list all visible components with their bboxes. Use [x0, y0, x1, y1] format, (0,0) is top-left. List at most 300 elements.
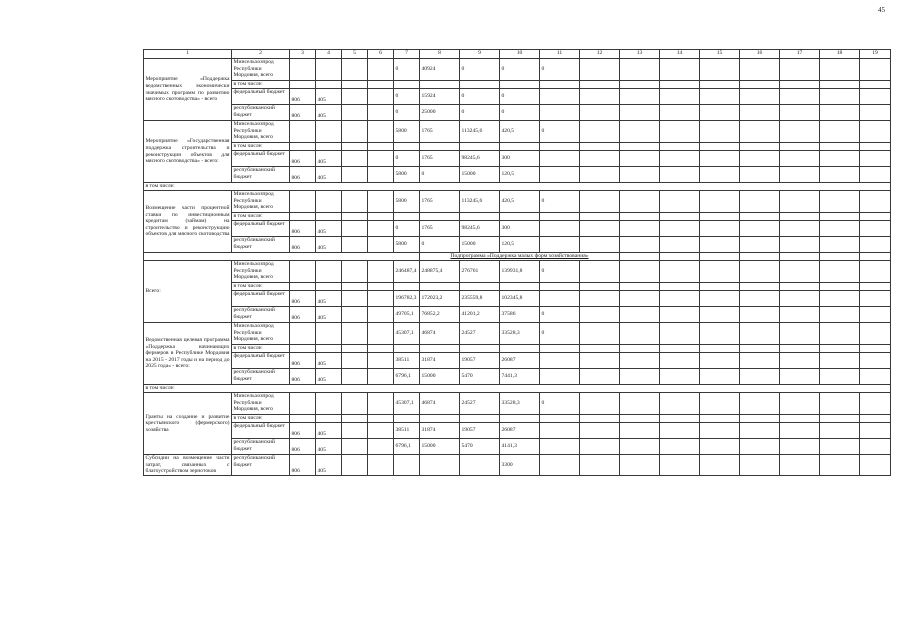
code-cell: 405	[316, 105, 342, 121]
code-cell	[316, 121, 342, 143]
empty-cell	[740, 369, 780, 385]
code-cell	[316, 393, 342, 415]
empty-cell	[580, 369, 620, 385]
empty-cell	[580, 393, 620, 415]
value-cell	[420, 455, 460, 476]
empty-cell	[700, 221, 740, 237]
value-cell: 0	[540, 323, 580, 345]
empty-cell	[368, 151, 394, 167]
value-cell	[500, 345, 540, 353]
value-cell	[420, 213, 460, 221]
empty-cell	[820, 439, 860, 455]
empty-cell	[660, 291, 700, 307]
table-row	[144, 393, 891, 415]
empty-cell	[820, 213, 860, 221]
empty-cell	[580, 415, 620, 423]
value-cell	[394, 283, 420, 291]
page-number: 45	[878, 6, 885, 14]
value-cell	[540, 151, 580, 167]
empty-cell	[580, 167, 620, 183]
empty-cell	[700, 455, 740, 476]
value-cell	[460, 213, 500, 221]
empty-cell	[740, 59, 780, 81]
empty-cell	[820, 415, 860, 423]
empty-cell	[620, 89, 660, 105]
header-cell: 11	[540, 50, 580, 59]
value-cell	[540, 81, 580, 89]
funding-source: федеральный бюджет	[232, 353, 290, 369]
value-cell: 24527	[460, 323, 500, 345]
empty-cell	[580, 121, 620, 143]
empty-cell	[368, 81, 394, 89]
empty-cell	[342, 261, 368, 283]
value-cell: 0	[540, 59, 580, 81]
value-cell	[540, 105, 580, 121]
value-cell: 0	[540, 121, 580, 143]
code-cell	[316, 345, 342, 353]
value-cell	[540, 89, 580, 105]
empty-cell	[740, 291, 780, 307]
code-cell: 806	[290, 291, 316, 307]
table-row	[144, 323, 891, 345]
empty-cell	[820, 191, 860, 213]
header-cell: 12	[580, 50, 620, 59]
code-cell: 405	[316, 237, 342, 253]
empty-cell	[860, 369, 891, 385]
value-cell	[394, 345, 420, 353]
table-row	[144, 143, 891, 151]
empty-cell	[368, 261, 394, 283]
funding-source: Минсельхозпрод Республики Мордовия, всего	[232, 59, 290, 81]
value-cell: 5800	[394, 191, 420, 213]
empty-cell	[368, 439, 394, 455]
table-row	[144, 213, 891, 221]
code-cell: 405	[316, 439, 342, 455]
empty-cell	[700, 81, 740, 89]
empty-cell	[860, 221, 891, 237]
empty-cell	[860, 191, 891, 213]
empty-cell	[740, 283, 780, 291]
table-row	[144, 307, 891, 323]
value-cell: 1765	[420, 221, 460, 237]
empty-cell	[740, 307, 780, 323]
header-cell: 16	[740, 50, 780, 59]
empty-cell	[620, 59, 660, 81]
empty-cell	[342, 369, 368, 385]
empty-cell	[660, 415, 700, 423]
value-cell	[394, 415, 420, 423]
empty-cell	[342, 59, 368, 81]
value-cell: 0	[394, 105, 420, 121]
empty-cell	[368, 221, 394, 237]
empty-cell	[860, 415, 891, 423]
empty-cell	[580, 89, 620, 105]
header-cell: 2	[232, 50, 290, 59]
measure-label: Всего:	[144, 261, 232, 323]
code-cell	[290, 59, 316, 81]
empty-cell	[342, 191, 368, 213]
empty-cell	[342, 143, 368, 151]
value-cell	[540, 369, 580, 385]
code-cell: 806	[290, 221, 316, 237]
empty-cell	[740, 191, 780, 213]
empty-cell	[342, 393, 368, 415]
funding-source: федеральный бюджет	[232, 291, 290, 307]
empty-cell	[580, 213, 620, 221]
empty-cell	[368, 167, 394, 183]
empty-cell	[580, 455, 620, 476]
table-row	[144, 121, 891, 143]
blank-cell	[144, 253, 420, 261]
value-cell	[540, 167, 580, 183]
table-row	[144, 423, 891, 439]
empty-cell	[820, 423, 860, 439]
code-cell: 405	[316, 167, 342, 183]
empty-cell	[700, 393, 740, 415]
value-cell: 15000	[420, 369, 460, 385]
code-cell: 806	[290, 369, 316, 385]
value-cell: 120,5	[500, 167, 540, 183]
empty-cell	[780, 81, 820, 89]
code-cell: 806	[290, 151, 316, 167]
value-cell: 41201,2	[460, 307, 500, 323]
value-cell: 26087	[500, 423, 540, 439]
empty-cell	[580, 81, 620, 89]
value-cell: 1765	[420, 121, 460, 143]
empty-cell	[342, 323, 368, 345]
empty-cell	[860, 253, 891, 261]
empty-cell	[620, 369, 660, 385]
empty-cell	[740, 143, 780, 151]
value-cell	[394, 213, 420, 221]
empty-cell	[368, 353, 394, 369]
section-row	[144, 253, 891, 261]
empty-cell	[860, 307, 891, 323]
empty-cell	[860, 393, 891, 415]
empty-cell	[860, 283, 891, 291]
empty-cell	[620, 345, 660, 353]
empty-cell	[660, 307, 700, 323]
code-cell: 806	[290, 353, 316, 369]
empty-cell	[580, 353, 620, 369]
empty-cell	[342, 423, 368, 439]
empty-cell	[660, 59, 700, 81]
code-cell: 806	[290, 237, 316, 253]
empty-cell	[660, 221, 700, 237]
empty-cell	[780, 59, 820, 81]
empty-cell	[700, 151, 740, 167]
empty-cell	[368, 237, 394, 253]
empty-cell	[620, 283, 660, 291]
code-cell	[290, 415, 316, 423]
empty-cell	[580, 307, 620, 323]
value-cell: 6796,1	[394, 439, 420, 455]
empty-cell	[700, 369, 740, 385]
empty-cell	[700, 345, 740, 353]
empty-cell	[620, 439, 660, 455]
value-cell: 31874	[420, 423, 460, 439]
empty-cell	[660, 121, 700, 143]
empty-cell	[660, 283, 700, 291]
empty-cell	[620, 353, 660, 369]
funding-source: Минсельхозпрод Республики Мордовия, всего	[232, 121, 290, 143]
value-cell: 300	[500, 151, 540, 167]
value-cell: 420,5	[500, 121, 540, 143]
empty-cell	[820, 307, 860, 323]
header-cell: 7	[394, 50, 420, 59]
value-cell: 172023,2	[420, 291, 460, 307]
empty-cell	[700, 213, 740, 221]
value-cell: 5470	[460, 369, 500, 385]
code-cell	[316, 143, 342, 151]
empty-cell	[660, 423, 700, 439]
code-cell	[290, 393, 316, 415]
empty-cell	[820, 369, 860, 385]
empty-cell	[368, 323, 394, 345]
empty-cell	[620, 291, 660, 307]
empty-cell	[860, 237, 891, 253]
value-cell: 248875,4	[420, 261, 460, 283]
empty-cell	[780, 191, 820, 213]
value-cell	[420, 415, 460, 423]
empty-cell	[368, 105, 394, 121]
code-cell: 806	[290, 89, 316, 105]
empty-cell	[820, 221, 860, 237]
empty-cell	[700, 89, 740, 105]
value-cell: 15924	[420, 89, 460, 105]
empty-cell	[660, 345, 700, 353]
value-cell: 76852,2	[420, 307, 460, 323]
empty-cell	[620, 415, 660, 423]
value-cell: 0	[540, 261, 580, 283]
empty-cell	[740, 455, 780, 476]
code-cell: 806	[290, 439, 316, 455]
value-cell: 196782,3	[394, 291, 420, 307]
empty-cell	[342, 221, 368, 237]
note-cell: в том числе:	[144, 183, 891, 191]
value-cell: 19057	[460, 423, 500, 439]
empty-cell	[620, 191, 660, 213]
code-cell	[290, 261, 316, 283]
empty-cell	[740, 221, 780, 237]
empty-cell	[740, 237, 780, 253]
value-cell: 25000	[420, 105, 460, 121]
empty-cell	[660, 323, 700, 345]
empty-cell	[780, 439, 820, 455]
empty-cell	[368, 291, 394, 307]
header-row	[144, 50, 891, 59]
value-cell	[540, 353, 580, 369]
funding-source: в том числе:	[232, 415, 290, 423]
empty-cell	[860, 353, 891, 369]
value-cell: 15000	[420, 439, 460, 455]
budget-table	[143, 49, 891, 476]
empty-cell	[700, 415, 740, 423]
empty-cell	[740, 393, 780, 415]
empty-cell	[740, 353, 780, 369]
value-cell: 45307,1	[394, 323, 420, 345]
funding-source: федеральный бюджет	[232, 423, 290, 439]
value-cell: 37586	[500, 307, 540, 323]
funding-source: федеральный бюджет	[232, 221, 290, 237]
note-cell: в том числе:	[144, 385, 891, 393]
empty-cell	[700, 167, 740, 183]
measure-label: Субсидии на возмещение части затрат, связанных с благоустройством зернотоков	[145, 455, 230, 475]
empty-cell	[740, 345, 780, 353]
empty-cell	[368, 143, 394, 151]
value-cell	[540, 143, 580, 151]
empty-cell	[820, 143, 860, 151]
value-cell: 38511	[394, 353, 420, 369]
funding-source: республиканский бюджет	[232, 439, 290, 455]
code-cell	[290, 121, 316, 143]
funding-source: в том числе:	[232, 81, 290, 89]
measure-label: Гранты на создание и развитие крестьянского (фермерского) хозяйства	[144, 393, 232, 455]
value-cell: 5800	[394, 167, 420, 183]
empty-cell	[740, 89, 780, 105]
value-cell: 300	[500, 221, 540, 237]
code-cell	[316, 261, 342, 283]
empty-cell	[860, 261, 891, 283]
empty-cell	[780, 291, 820, 307]
empty-cell	[780, 89, 820, 105]
empty-cell	[620, 323, 660, 345]
empty-cell	[780, 253, 820, 261]
empty-cell	[700, 105, 740, 121]
empty-cell	[820, 261, 860, 283]
empty-cell	[860, 151, 891, 167]
value-cell: 113245,6	[460, 121, 500, 143]
value-cell: 15000	[460, 237, 500, 253]
value-cell: 98245,6	[460, 221, 500, 237]
empty-cell	[780, 353, 820, 369]
code-cell: 806	[290, 167, 316, 183]
empty-cell	[660, 81, 700, 89]
value-cell: 0	[540, 191, 580, 213]
header-cell: 8	[420, 50, 460, 59]
code-cell	[316, 59, 342, 81]
empty-cell	[342, 353, 368, 369]
funding-source: Минсельхозпрод Республики Мордовия, всего	[232, 393, 290, 415]
code-cell: 806	[290, 423, 316, 439]
value-cell	[540, 237, 580, 253]
code-cell	[316, 213, 342, 221]
empty-cell	[660, 455, 700, 476]
table-row	[144, 283, 891, 291]
value-cell: 235559,8	[460, 291, 500, 307]
header-cell: 10	[500, 50, 540, 59]
empty-cell	[620, 307, 660, 323]
value-cell	[420, 143, 460, 151]
empty-cell	[700, 121, 740, 143]
measure-label: Мероприятие «Государственная поддержка строительства и реконструкции объектов для мясного скотоводства» - всего:	[144, 121, 232, 183]
empty-cell	[740, 121, 780, 143]
empty-cell	[660, 261, 700, 283]
empty-cell	[820, 151, 860, 167]
value-cell	[460, 143, 500, 151]
empty-cell	[700, 353, 740, 369]
empty-cell	[740, 415, 780, 423]
code-cell: 405	[316, 151, 342, 167]
table-row	[144, 237, 891, 253]
value-cell: 0	[420, 237, 460, 253]
value-cell: 5800	[394, 121, 420, 143]
value-cell	[500, 143, 540, 151]
empty-cell	[660, 151, 700, 167]
value-cell	[394, 455, 420, 476]
measure-label: Ведомственная целевая программа «Поддержка начинающих фермеров в Республике Мордовия на 2015 - 2017 годы и на период до 2025 года» - всего:	[144, 323, 232, 385]
header-cell: 15	[700, 50, 740, 59]
measure-label: Мероприятие «Поддержка ведомственных экономически значимых программ по развитию мясного скотоводства» - всего	[144, 59, 232, 121]
value-cell: 0	[394, 89, 420, 105]
empty-cell	[820, 237, 860, 253]
header-cell: 17	[780, 50, 820, 59]
value-cell: 49705,1	[394, 307, 420, 323]
table-row	[144, 59, 891, 81]
empty-cell	[700, 237, 740, 253]
empty-cell	[700, 253, 740, 261]
empty-cell	[368, 213, 394, 221]
header-cell: 18	[820, 50, 860, 59]
header-cell: 5	[342, 50, 368, 59]
empty-cell	[820, 105, 860, 121]
header-cell: 13	[620, 50, 660, 59]
table-row	[144, 353, 891, 369]
table-row	[144, 369, 891, 385]
empty-cell	[580, 345, 620, 353]
value-cell	[500, 213, 540, 221]
empty-cell	[660, 253, 700, 261]
code-cell	[290, 345, 316, 353]
value-cell: 5800	[394, 237, 420, 253]
table-row	[144, 261, 891, 283]
code-cell: 405	[316, 221, 342, 237]
empty-cell	[780, 213, 820, 221]
empty-cell	[820, 291, 860, 307]
empty-cell	[368, 423, 394, 439]
empty-cell	[820, 167, 860, 183]
code-cell	[290, 283, 316, 291]
empty-cell	[620, 423, 660, 439]
empty-cell	[780, 237, 820, 253]
funding-source: республиканский бюджет	[232, 237, 290, 253]
empty-cell	[368, 307, 394, 323]
note-row	[144, 183, 891, 191]
empty-cell	[620, 81, 660, 89]
code-cell: 806	[290, 307, 316, 323]
empty-cell	[620, 105, 660, 121]
code-cell: 405	[316, 455, 342, 476]
header-cell: 1	[144, 50, 232, 59]
value-cell: 6796,1	[394, 369, 420, 385]
funding-source: в том числе:	[232, 213, 290, 221]
empty-cell	[660, 237, 700, 253]
header-cell: 4	[316, 50, 342, 59]
empty-cell	[860, 81, 891, 89]
empty-cell	[820, 455, 860, 476]
empty-cell	[660, 393, 700, 415]
empty-cell	[620, 393, 660, 415]
empty-cell	[740, 261, 780, 283]
value-cell: 3300	[500, 455, 540, 476]
empty-cell	[780, 423, 820, 439]
empty-cell	[700, 423, 740, 439]
empty-cell	[700, 291, 740, 307]
empty-cell	[660, 353, 700, 369]
empty-cell	[342, 237, 368, 253]
empty-cell	[700, 439, 740, 455]
empty-cell	[860, 423, 891, 439]
